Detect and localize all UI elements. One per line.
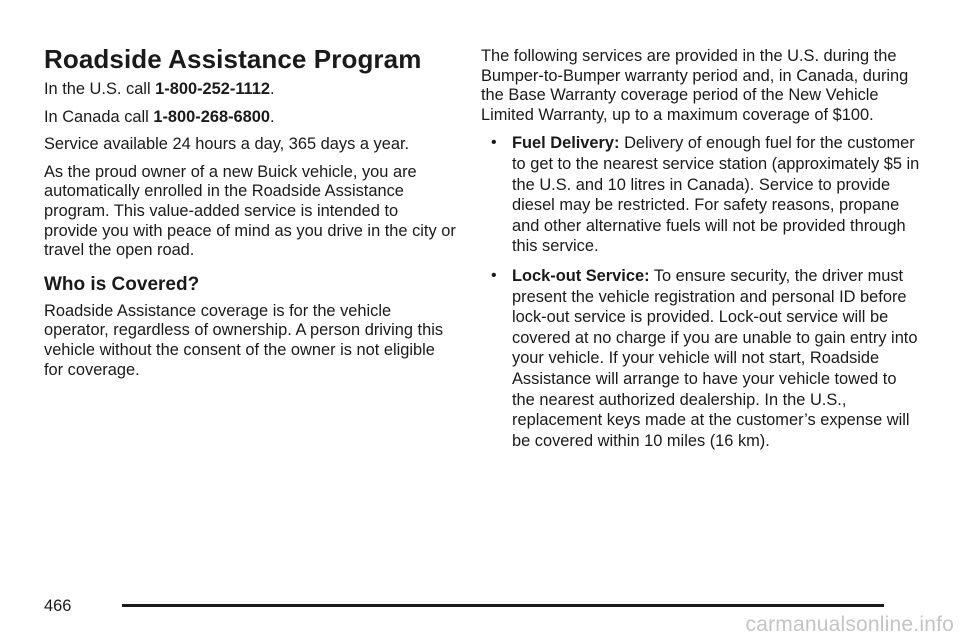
bullet-icon: • [491, 266, 497, 284]
bullet-icon: • [491, 134, 497, 152]
watermark: carmanualsonline.info [745, 613, 954, 636]
list-item-fuel-delivery [481, 133, 921, 257]
left-column [44, 44, 456, 388]
page-number: 466 [44, 597, 72, 615]
page-title: Roadside Assistance Program [44, 44, 422, 74]
canada-call-line: In Canada call 1-800-268-6800. [44, 107, 275, 126]
right-column [481, 47, 921, 460]
services-intro: The following services are provided in the U.S. during the Bumper-to-Bumper warranty period and, in Canada, during the Base Warranty coverage period of the New Vehicle Limited Warranty, up to a maximum coverage of $100. [481, 47, 909, 124]
bullet-label: Fuel Delivery: [512, 134, 620, 153]
footer-rule [122, 604, 884, 607]
us-phone-number: 1-800-252-1112 [155, 80, 270, 98]
bullet-text: To ensure security, the driver must present the vehicle registration and personal ID before lock-out service is provided. Lock-out service will be covered at no charge if you are unable to gain entry into your vehicle. If your vehicle will not start, Roadside Assistance will arrange to have your vehicle towed to the nearest authorized dealership. In the U.S., replacement keys made at the customer’s expense will be covered within 10 miles (16 km). [512, 266, 918, 450]
canada-phone-number: 1-800-268-6800 [153, 107, 270, 126]
intro-paragraph: As the proud owner of a new Buick vehicle, you are automatically enrolled in the Roadside Assistance program. This value-added service is intended to provide you with peace of mind as you drive in the city or travel the open road. [44, 162, 456, 260]
list-item-lock-out-service [481, 266, 921, 451]
availability-text: Service available 24 hours a day, 365 days a year. [44, 135, 410, 154]
bullet-label: Lock-out Service: [512, 266, 650, 285]
who-is-covered-heading: Who is Covered? [44, 273, 200, 295]
covered-paragraph: Roadside Assistance coverage is for the vehicle operator, regardless of ownership. A person driving this vehicle without the consent of the owner is not eligible for coverage. [44, 301, 444, 379]
us-call-line: In the U.S. call 1-800-252-1112. [44, 80, 275, 98]
bullet-text: Delivery of enough fuel for the customer to get to the nearest service station (approximately $5 in the U.S. and 10 litres in Canada). Service to provide diesel may be restricted. For safety reasons, propane and other alternative fuels will not be provided through this service. [512, 134, 920, 256]
services-list [481, 133, 921, 451]
